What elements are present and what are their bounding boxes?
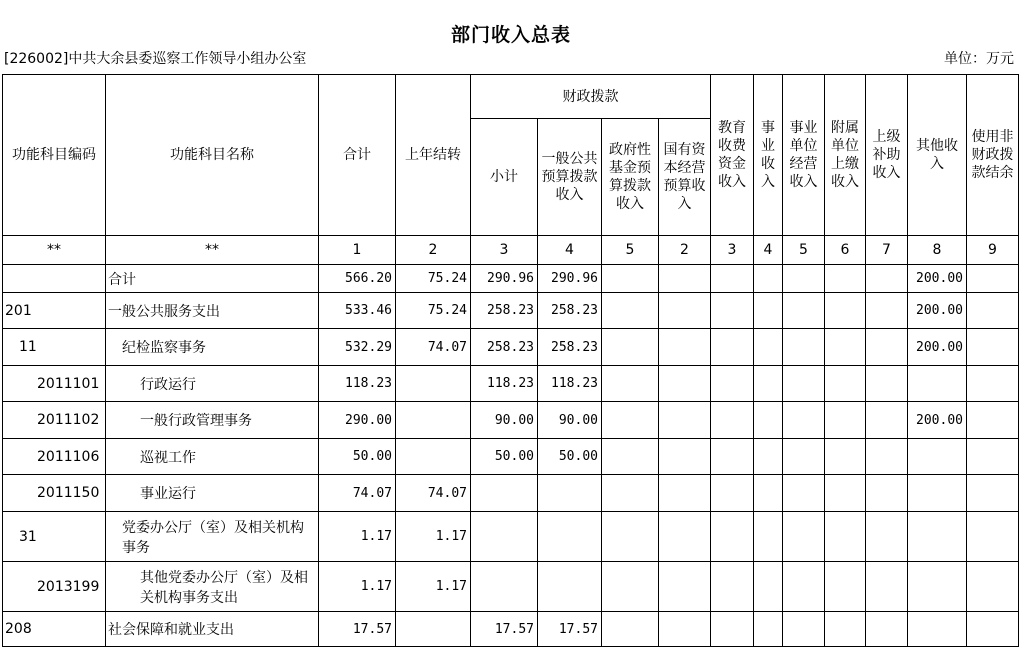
carryover-cell bbox=[396, 612, 471, 647]
empty-cell bbox=[602, 402, 659, 439]
index-cell: 2 bbox=[396, 236, 471, 265]
other-income-cell bbox=[908, 512, 967, 562]
index-cell: 6 bbox=[825, 236, 866, 265]
empty-cell bbox=[602, 562, 659, 612]
empty-cell bbox=[754, 562, 783, 612]
func-name-cell: 一般公共服务支出 bbox=[106, 293, 319, 329]
total-cell: 533.46 bbox=[319, 293, 396, 329]
empty-cell bbox=[866, 366, 908, 402]
empty-cell bbox=[783, 612, 825, 647]
empty-cell bbox=[602, 329, 659, 366]
general-budget-cell bbox=[538, 562, 602, 612]
index-cell: 1 bbox=[319, 236, 396, 265]
header-non-fiscal-carry: 使用非财政拨款结余 bbox=[967, 75, 1019, 236]
empty-cell bbox=[783, 293, 825, 329]
empty-cell bbox=[754, 329, 783, 366]
empty-cell bbox=[659, 512, 711, 562]
func-name-cell: 其他党委办公厅（室）及相关机构事务支出 bbox=[106, 562, 319, 612]
func-name-cell: 巡视工作 bbox=[106, 439, 319, 475]
empty-cell bbox=[825, 366, 866, 402]
empty-cell bbox=[659, 329, 711, 366]
general-budget-cell: 50.00 bbox=[538, 439, 602, 475]
carryover-cell: 1.17 bbox=[396, 512, 471, 562]
empty-cell bbox=[783, 439, 825, 475]
subtotal-cell: 17.57 bbox=[471, 612, 538, 647]
carryover-cell: 74.07 bbox=[396, 475, 471, 512]
empty-cell bbox=[783, 366, 825, 402]
general-budget-cell: 258.23 bbox=[538, 293, 602, 329]
empty-cell bbox=[602, 512, 659, 562]
empty-cell bbox=[866, 439, 908, 475]
empty-cell bbox=[602, 439, 659, 475]
table-row bbox=[3, 612, 1019, 647]
general-budget-cell: 118.23 bbox=[538, 366, 602, 402]
empty-cell bbox=[602, 366, 659, 402]
empty-cell bbox=[602, 293, 659, 329]
other-income-cell: 200.00 bbox=[908, 402, 967, 439]
empty-cell bbox=[783, 402, 825, 439]
empty-cell bbox=[659, 562, 711, 612]
func-code-cell: 201 bbox=[3, 293, 106, 329]
empty-cell bbox=[783, 329, 825, 366]
general-budget-cell: 17.57 bbox=[538, 612, 602, 647]
empty-cell bbox=[659, 612, 711, 647]
empty-cell bbox=[754, 439, 783, 475]
header-func-code: 功能科目编码 bbox=[3, 75, 106, 236]
table-row bbox=[3, 402, 1019, 439]
empty-cell bbox=[754, 402, 783, 439]
general-budget-cell bbox=[538, 512, 602, 562]
index-cell: 5 bbox=[602, 236, 659, 265]
header-unit-operation: 事业单位经营收入 bbox=[783, 75, 825, 236]
empty-cell bbox=[754, 293, 783, 329]
other-income-cell bbox=[908, 612, 967, 647]
empty-cell bbox=[659, 439, 711, 475]
header-other-income: 其他收入 bbox=[908, 75, 967, 236]
header-affiliated: 附属单位上缴收入 bbox=[825, 75, 866, 236]
empty-cell bbox=[783, 512, 825, 562]
unit-label: 单位：万元 bbox=[944, 51, 1014, 67]
empty-cell bbox=[783, 265, 825, 293]
empty-cell bbox=[967, 512, 1019, 562]
empty-cell bbox=[711, 562, 754, 612]
subtotal-cell bbox=[471, 562, 538, 612]
total-cell: 290.00 bbox=[319, 402, 396, 439]
table-row bbox=[3, 293, 1019, 329]
empty-cell bbox=[754, 366, 783, 402]
table-row bbox=[3, 265, 1019, 293]
header-gov-fund: 政府性基金预算拨款收入 bbox=[602, 119, 659, 236]
index-cell: 8 bbox=[908, 236, 967, 265]
general-budget-cell: 290.96 bbox=[538, 265, 602, 293]
empty-cell bbox=[783, 562, 825, 612]
index-cell: 5 bbox=[783, 236, 825, 265]
func-code-cell: 2011101 bbox=[3, 366, 106, 402]
subtotal-cell: 290.96 bbox=[471, 265, 538, 293]
total-cell: 532.29 bbox=[319, 329, 396, 366]
empty-cell bbox=[825, 329, 866, 366]
empty-cell bbox=[866, 265, 908, 293]
other-income-cell bbox=[908, 439, 967, 475]
table-row bbox=[3, 562, 1019, 612]
subtotal-cell bbox=[471, 512, 538, 562]
subtotal-cell: 50.00 bbox=[471, 439, 538, 475]
empty-cell bbox=[866, 329, 908, 366]
carryover-cell bbox=[396, 439, 471, 475]
empty-cell bbox=[825, 562, 866, 612]
empty-cell bbox=[754, 512, 783, 562]
table-row bbox=[3, 475, 1019, 512]
empty-cell bbox=[967, 439, 1019, 475]
empty-cell bbox=[967, 475, 1019, 512]
empty-cell bbox=[711, 293, 754, 329]
empty-cell bbox=[754, 265, 783, 293]
table-row bbox=[3, 512, 1019, 562]
header-total: 合计 bbox=[319, 75, 396, 236]
index-row bbox=[3, 236, 1019, 265]
func-name-cell: 行政运行 bbox=[106, 366, 319, 402]
empty-cell bbox=[866, 402, 908, 439]
carryover-cell bbox=[396, 402, 471, 439]
empty-cell bbox=[711, 402, 754, 439]
table-row bbox=[3, 366, 1019, 402]
func-name-cell: 一般行政管理事务 bbox=[106, 402, 319, 439]
empty-cell bbox=[659, 366, 711, 402]
empty-cell bbox=[967, 265, 1019, 293]
empty-cell bbox=[754, 612, 783, 647]
empty-cell bbox=[967, 402, 1019, 439]
empty-cell bbox=[711, 366, 754, 402]
subtotal-cell: 118.23 bbox=[471, 366, 538, 402]
other-income-cell: 200.00 bbox=[908, 265, 967, 293]
func-code-cell bbox=[3, 265, 106, 293]
empty-cell bbox=[602, 612, 659, 647]
subtotal-cell: 258.23 bbox=[471, 329, 538, 366]
total-cell: 1.17 bbox=[319, 562, 396, 612]
func-code-cell: 2011106 bbox=[3, 439, 106, 475]
empty-cell bbox=[754, 475, 783, 512]
carryover-cell: 75.24 bbox=[396, 265, 471, 293]
func-name-cell: 合计 bbox=[106, 265, 319, 293]
empty-cell bbox=[659, 265, 711, 293]
empty-cell bbox=[602, 265, 659, 293]
func-code-cell: 2013199 bbox=[3, 562, 106, 612]
total-cell: 566.20 bbox=[319, 265, 396, 293]
index-cell: ** bbox=[3, 236, 106, 265]
empty-cell bbox=[967, 329, 1019, 366]
index-cell: 4 bbox=[538, 236, 602, 265]
empty-cell bbox=[967, 366, 1019, 402]
index-cell: 2 bbox=[659, 236, 711, 265]
index-cell: 7 bbox=[866, 236, 908, 265]
empty-cell bbox=[967, 562, 1019, 612]
table-row bbox=[3, 439, 1019, 475]
other-income-cell bbox=[908, 366, 967, 402]
empty-cell bbox=[967, 293, 1019, 329]
func-name-cell: 纪检监察事务 bbox=[106, 329, 319, 366]
empty-cell bbox=[602, 475, 659, 512]
empty-cell bbox=[825, 512, 866, 562]
empty-cell bbox=[825, 402, 866, 439]
general-budget-cell bbox=[538, 475, 602, 512]
header-general-budget: 一般公共预算拨款收入 bbox=[538, 119, 602, 236]
empty-cell bbox=[659, 475, 711, 512]
empty-cell bbox=[825, 475, 866, 512]
empty-cell bbox=[825, 439, 866, 475]
empty-cell bbox=[866, 475, 908, 512]
empty-cell bbox=[825, 612, 866, 647]
table-row bbox=[3, 329, 1019, 366]
page-title: 部门收入总表 bbox=[450, 24, 571, 46]
carryover-cell: 1.17 bbox=[396, 562, 471, 612]
empty-cell bbox=[825, 265, 866, 293]
empty-cell bbox=[711, 612, 754, 647]
empty-cell bbox=[711, 512, 754, 562]
other-income-cell: 200.00 bbox=[908, 329, 967, 366]
total-cell: 118.23 bbox=[319, 366, 396, 402]
organization-label: [226002]中共大余县委巡察工作领导小组办公室 bbox=[4, 51, 307, 67]
func-code-cell: 208 bbox=[3, 612, 106, 647]
empty-cell bbox=[866, 612, 908, 647]
subtotal-cell: 258.23 bbox=[471, 293, 538, 329]
index-cell: 3 bbox=[711, 236, 754, 265]
func-code-cell: 31 bbox=[3, 512, 106, 562]
empty-cell bbox=[866, 562, 908, 612]
func-code-cell: 2011102 bbox=[3, 402, 106, 439]
header-func-name: 功能科目名称 bbox=[106, 75, 319, 236]
general-budget-cell: 258.23 bbox=[538, 329, 602, 366]
func-name-cell: 事业运行 bbox=[106, 475, 319, 512]
total-cell: 17.57 bbox=[319, 612, 396, 647]
func-name-cell: 社会保障和就业支出 bbox=[106, 612, 319, 647]
header-business-income: 事业收入 bbox=[754, 75, 783, 236]
subtotal-cell bbox=[471, 475, 538, 512]
index-cell: 4 bbox=[754, 236, 783, 265]
index-cell: 3 bbox=[471, 236, 538, 265]
empty-cell bbox=[711, 329, 754, 366]
header-state-capital: 国有资本经营预算收入 bbox=[659, 119, 711, 236]
index-cell: ** bbox=[106, 236, 319, 265]
header-subtotal: 小计 bbox=[471, 119, 538, 236]
empty-cell bbox=[825, 293, 866, 329]
func-name-cell: 党委办公厅（室）及相关机构事务 bbox=[106, 512, 319, 562]
empty-cell bbox=[783, 475, 825, 512]
empty-cell bbox=[711, 439, 754, 475]
header-edu-fee: 教育收费资金收入 bbox=[711, 75, 754, 236]
total-cell: 50.00 bbox=[319, 439, 396, 475]
empty-cell bbox=[659, 293, 711, 329]
empty-cell bbox=[967, 612, 1019, 647]
general-budget-cell: 90.00 bbox=[538, 402, 602, 439]
total-cell: 74.07 bbox=[319, 475, 396, 512]
func-code-cell: 11 bbox=[3, 329, 106, 366]
empty-cell bbox=[866, 512, 908, 562]
other-income-cell bbox=[908, 562, 967, 612]
header-carryover: 上年结转 bbox=[396, 75, 471, 236]
total-cell: 1.17 bbox=[319, 512, 396, 562]
empty-cell bbox=[711, 475, 754, 512]
empty-cell bbox=[866, 293, 908, 329]
header-superior-subsidy: 上级补助收入 bbox=[866, 75, 908, 236]
empty-cell bbox=[659, 402, 711, 439]
income-summary-table bbox=[2, 74, 1019, 647]
other-income-cell bbox=[908, 475, 967, 512]
carryover-cell bbox=[396, 366, 471, 402]
empty-cell bbox=[711, 265, 754, 293]
carryover-cell: 75.24 bbox=[396, 293, 471, 329]
func-code-cell: 2011150 bbox=[3, 475, 106, 512]
carryover-cell: 74.07 bbox=[396, 329, 471, 366]
header-fiscal: 财政拨款 bbox=[471, 75, 711, 119]
other-income-cell: 200.00 bbox=[908, 293, 967, 329]
subtotal-cell: 90.00 bbox=[471, 402, 538, 439]
index-cell: 9 bbox=[967, 236, 1019, 265]
